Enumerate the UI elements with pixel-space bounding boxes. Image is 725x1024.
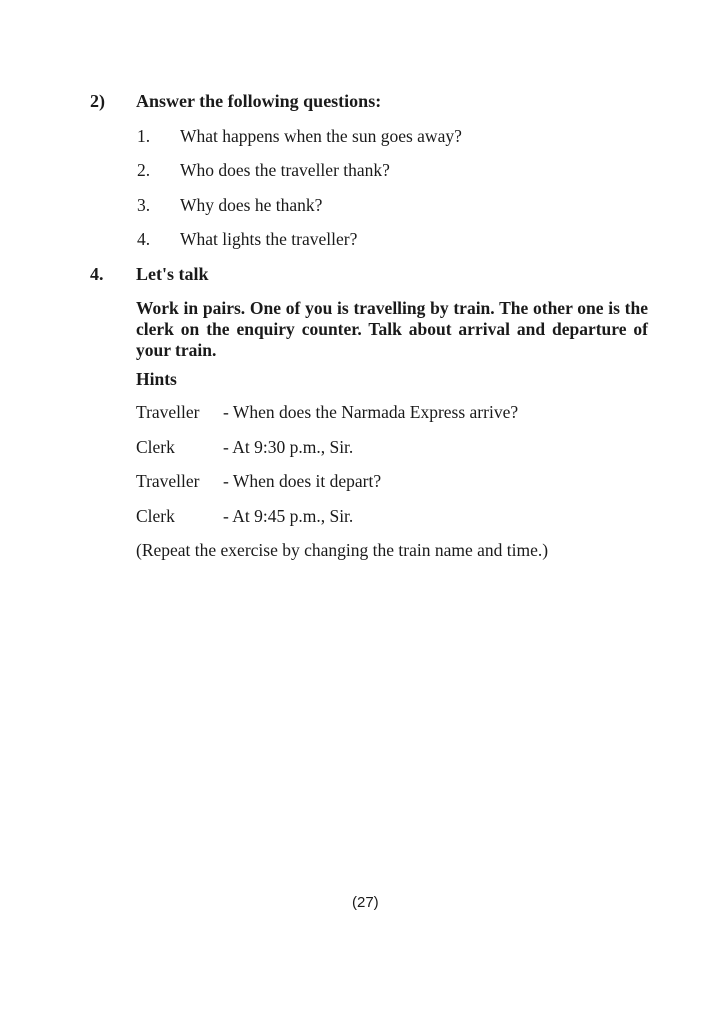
question-2-number: 2. xyxy=(137,160,151,180)
question-1-number: 1. xyxy=(137,126,151,146)
section-4-heading: Let's talk xyxy=(136,264,209,284)
dialogue-4-line: - At 9:45 p.m., Sir. xyxy=(223,506,354,526)
section-4-number: 4. xyxy=(90,264,104,284)
question-1-text: What happens when the sun goes away? xyxy=(180,126,462,146)
section-2-heading: Answer the following questions: xyxy=(136,91,382,111)
hints-label: Hints xyxy=(136,369,177,389)
page-number: (27) xyxy=(352,894,379,911)
dialogue-2-speaker: Clerk xyxy=(136,437,175,457)
question-2-text: Who does the traveller thank? xyxy=(180,160,390,180)
dialogue-3-line: - When does it depart? xyxy=(223,471,382,491)
pair-work-instruction: Work in pairs. One of you is travelling by train. The other one is the clerk on the enquiry counter. Talk about arrival and departure of your train. xyxy=(136,298,648,360)
dialogue-2-line: - At 9:30 p.m., Sir. xyxy=(223,437,354,457)
dialogue-1-line: - When does the Narmada Express arrive? xyxy=(223,402,519,422)
dialogue-1-speaker: Traveller xyxy=(136,402,200,422)
question-4-number: 4. xyxy=(137,229,151,249)
dialogue-4-speaker: Clerk xyxy=(136,506,175,526)
question-3-number: 3. xyxy=(137,195,151,215)
dialogue-3-speaker: Traveller xyxy=(136,471,200,491)
repeat-exercise-note: (Repeat the exercise by changing the train name and time.) xyxy=(136,540,549,560)
question-4-text: What lights the traveller? xyxy=(180,229,358,249)
section-2-number: 2) xyxy=(90,91,105,111)
question-3-text: Why does he thank? xyxy=(180,195,323,215)
